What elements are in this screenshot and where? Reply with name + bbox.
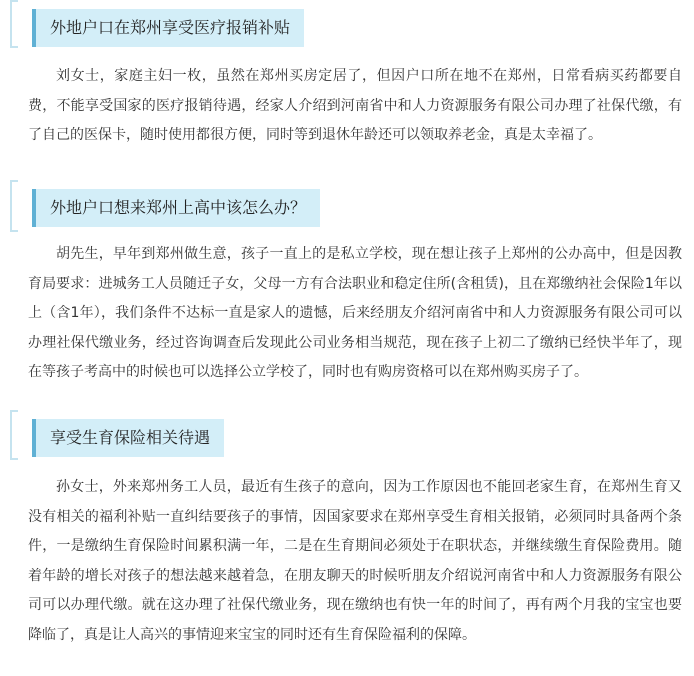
- section-paragraph: 孙女士，外来郑州务工人员，最近有生孩子的意向，因为工作原因也不能回老家生育，在郑州生育又没有相关的福利补贴一直纠结要孩子的事情，因国家要求在郑州享受生育相关报销，必须同时具备两个条件，一是缴纳生育保险时间累积满一年，二是在生育期间必须处于在职状态，并继续缴生育保险费用。随着年龄的增长对孩子的想法越来越着急，在朋友聊天的时候听朋友介绍说河南省中和人力资源服务有限公司可以办理代缴。就在这办理了社保代缴业务，现在缴纳也有快一年的时间了，再有两个月我的宝宝也要降临了，真是让人高兴的事情迎来宝宝的同时还有生育保险福利的保障。: [28, 479, 682, 643]
- section-heading: 享受生育保险相关待遇: [32, 419, 224, 457]
- section-bracket: [10, 180, 18, 232]
- section-paragraph: 刘女士，家庭主妇一枚，虽然在郑州买房定居了，但因户口所在地不在郑州，日常看病买药都要自费，不能享受国家的医疗报销待遇，经家人介绍到河南省中和人力资源服务有限公司办理了社保代缴，有了自己的医保卡，随时使用都很方便，同时等到退休年龄还可以领取养老金，真是太幸福了。: [28, 68, 682, 144]
- section-paragraph: 胡先生，早年到郑州做生意，孩子一直上的是私立学校，现在想让孩子上郑州的公办高中，但是因教育局要求：进城务工人员随迁子女，父母一方有合法职业和稳定住所(含租赁)，且在郑缴纳社会保险1年以上（含1年），我们条件不达标一直是家人的遗憾，后来经朋友介绍河南省中和人力资源服务有限公司可以办理社保代缴业务，经过咨询调查后发现此公司业务相当规范，现在孩子上初二了缴纳已经快半年了，现在等孩子考高中的时候也可以选择公立学校了，同时也有购房资格可以在郑州购买房子了。: [28, 246, 682, 381]
- section-heading: 外地户口在郑州享受医疗报销补贴: [32, 9, 304, 47]
- section-bracket: [10, 0, 18, 48]
- section-bracket: [10, 410, 18, 460]
- section-heading: 外地户口想来郑州上高中该怎么办？: [32, 189, 320, 227]
